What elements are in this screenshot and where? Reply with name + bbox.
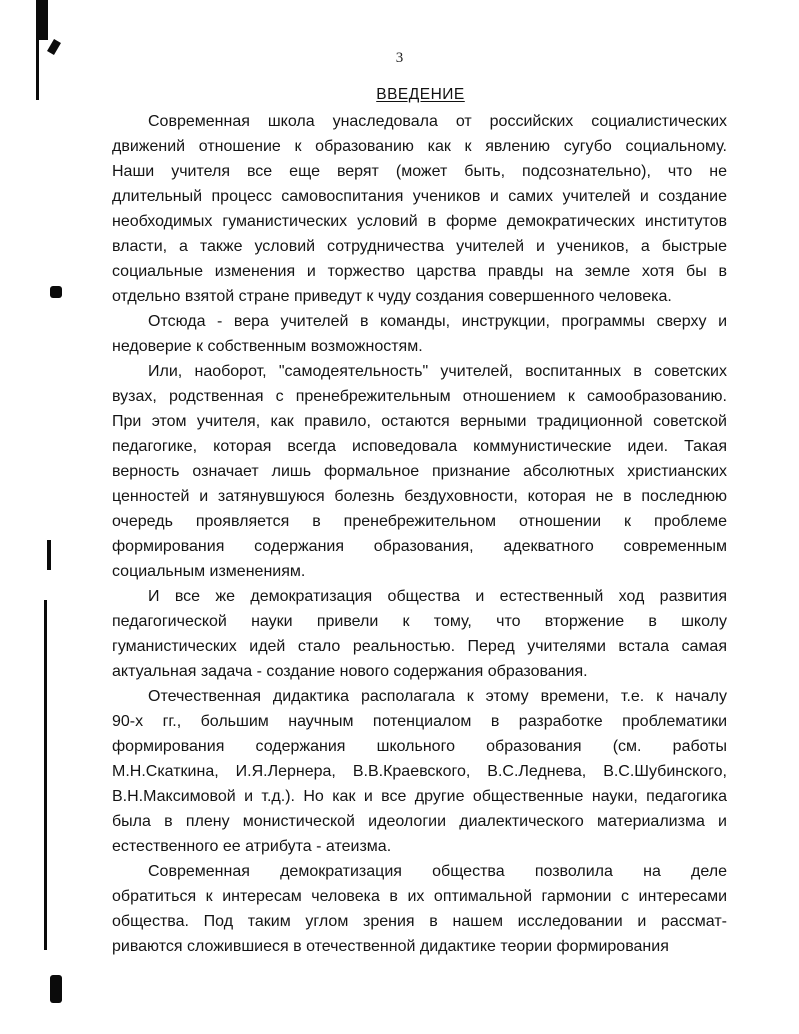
text-line: движений отношение к образованию как к явлению сугубо социальному. bbox=[112, 138, 727, 155]
text-line: М.Н.Скаткина, И.Я.Лернера, В.В.Краевского, В.С.Леднева, В.С.Шубинского, bbox=[112, 763, 727, 780]
text-line: В.Н.Максимовой и т.д.). Но как и все другие общественные науки, педагогика bbox=[112, 788, 727, 805]
text-line: власти, а также условий сотрудничества учителей и учеников, а быстрые bbox=[112, 238, 727, 255]
text-line: Наши учителя все еще верят (может быть, подсознательно), что не bbox=[112, 163, 727, 180]
scan-artifact-line bbox=[36, 40, 39, 100]
text-line: недоверие к собственным возможностям. bbox=[112, 338, 423, 355]
text-line: актуальная задача - создание нового содержания образования. bbox=[112, 663, 588, 680]
section-heading: ВВЕДЕНИЕ bbox=[376, 86, 465, 103]
text-line: формирования содержания школьного образования (см. работы bbox=[112, 738, 727, 755]
text-line: отдельно взятой стране приведут к чуду создания совершенного человека. bbox=[112, 288, 672, 305]
text-line: Отсюда - вера учителей в команды, инструкции, программы сверху и bbox=[148, 313, 727, 330]
text-line: При этом учителя, как правило, остаются верными традиционной советской bbox=[112, 413, 727, 430]
text-line: педагогической науки привели к тому, что вторжение в школу bbox=[112, 613, 727, 630]
page-number: 3 bbox=[395, 50, 404, 66]
text-line: ценностей и затянувшуюся болезнь бездуховности, которая не в последнюю bbox=[112, 488, 727, 505]
text-line: Современная школа унаследовала от российских социалистических bbox=[148, 113, 727, 130]
text-line: риваются сложившиеся в отечественной дидактике теории формирования bbox=[112, 938, 669, 955]
text-line: 90-х гг., большим научным потенциалом в разработке проблематики bbox=[112, 713, 727, 730]
scan-artifact-long bbox=[44, 600, 47, 950]
text-line: была в плену монистической идеологии диалектического материализма и bbox=[112, 813, 727, 830]
text-line: формирования содержания образования, адекватного современным bbox=[112, 538, 727, 555]
scan-artifact-bottom bbox=[50, 975, 62, 1003]
text-line: социальным изменениям. bbox=[112, 563, 306, 580]
text-line: обратиться к интересам человека в их оптимальной гармонии с интересами bbox=[112, 888, 727, 905]
text-line: гуманистических идей стало реальностью. Перед учителями встала самая bbox=[112, 638, 727, 655]
text-line: педагогике, которая всегда исповедовала коммунистические идеи. Такая bbox=[112, 438, 727, 455]
text-line: социальные изменения и торжество царства правды на земле хотя бы в bbox=[112, 263, 727, 280]
scan-artifact-mid bbox=[47, 540, 51, 570]
scan-artifact-blot bbox=[50, 286, 62, 298]
text-line: длительный процесс самовоспитания учеников и самих учителей и создание bbox=[112, 188, 727, 205]
text-line: общества. Под таким углом зрения в нашем исследовании и рассмат- bbox=[112, 913, 727, 930]
text-line: очередь проявляется в пренебрежительном отношении к проблеме bbox=[112, 513, 727, 530]
text-line: Отечественная дидактика располагала к этому времени, т.е. к началу bbox=[148, 688, 727, 705]
text-line: Или, наоборот, "самодеятельность" учителей, воспитанных в советских bbox=[148, 363, 727, 380]
text-line: И все же демократизация общества и естественный ход развития bbox=[148, 588, 727, 605]
text-line: вузах, родственная с пренебрежительным отношением к самообразованию. bbox=[112, 388, 727, 405]
text-line: естественного ее атрибута - атеизма. bbox=[112, 838, 392, 855]
text-line: необходимых гуманистических условий в форме демократических институтов bbox=[112, 213, 727, 230]
text-line: верность означает лишь формальное признание абсолютных христианских bbox=[112, 463, 727, 480]
text-line: Современная демократизация общества позволила на деле bbox=[148, 863, 727, 880]
scan-artifact-top bbox=[36, 0, 48, 40]
